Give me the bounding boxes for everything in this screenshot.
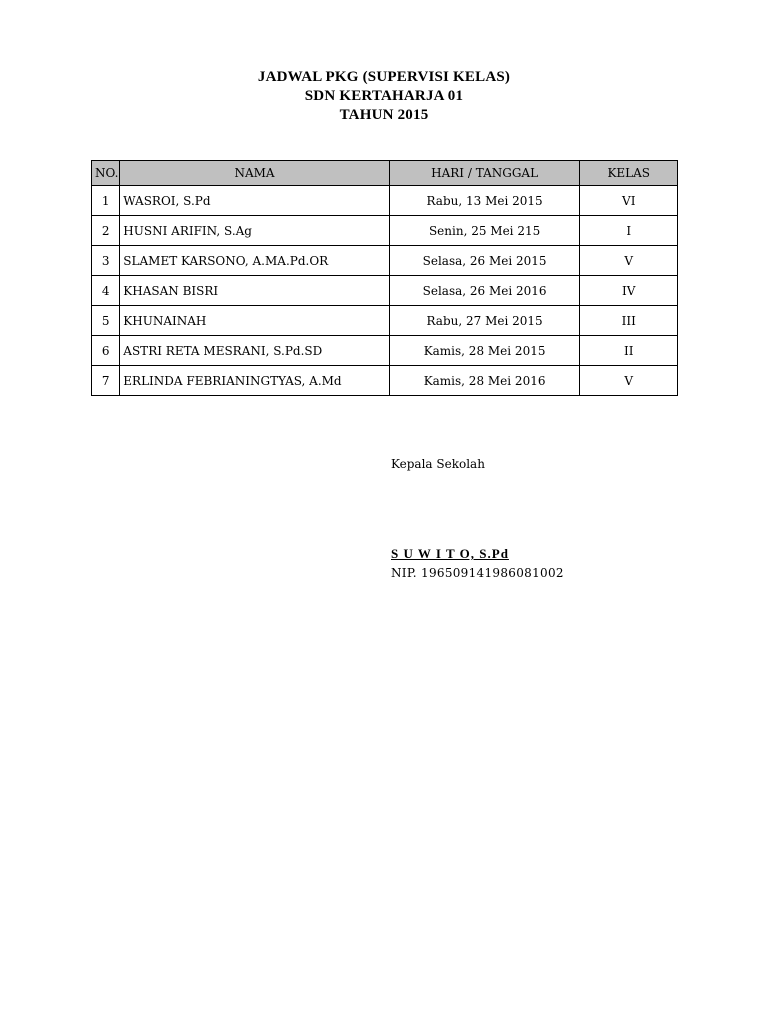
cell-nama: SLAMET KARSONO, A.MA.Pd.OR: [120, 246, 389, 276]
table-row: [92, 216, 678, 246]
cell-no: 3: [92, 246, 120, 276]
cell-hari-tanggal: Selasa, 26 Mei 2015: [389, 246, 580, 276]
cell-hari-tanggal: Kamis, 28 Mei 2015: [389, 336, 580, 366]
cell-hari-tanggal: Rabu, 27 Mei 2015: [389, 306, 580, 336]
cell-nama: WASROI, S.Pd: [120, 186, 389, 216]
column-header-nama: NAMA: [120, 161, 389, 186]
cell-hari-tanggal: Senin, 25 Mei 215: [389, 216, 580, 246]
column-header-hari-tanggal: HARI / TANGGAL: [389, 161, 580, 186]
cell-nama: KHUNAINAH: [120, 306, 389, 336]
cell-kelas: II: [580, 336, 678, 366]
signature-name: S U W I T O, S.Pd: [391, 546, 509, 561]
title-line-2: SDN KERTAHARJA 01: [304, 88, 464, 104]
cell-no: 5: [92, 306, 120, 336]
column-header-kelas: KELAS: [580, 161, 678, 186]
schedule-table: [91, 160, 678, 396]
cell-no: 4: [92, 276, 120, 306]
table-row: [92, 186, 678, 216]
header-row: [92, 161, 678, 186]
document-title: [0, 68, 768, 125]
table-header: [92, 161, 678, 186]
cell-no: 1: [92, 186, 120, 216]
title-line-1: JADWAL PKG (SUPERVISI KELAS): [257, 69, 511, 85]
cell-nama: HUSNI ARIFIN, S.Ag: [120, 216, 389, 246]
signature-nip: NIP. 196509141986081002: [391, 566, 564, 580]
title-line-3: TAHUN 2015: [339, 107, 429, 123]
table-row: [92, 246, 678, 276]
cell-nama: ASTRI RETA MESRANI, S.Pd.SD: [120, 336, 389, 366]
cell-nama: KHASAN BISRI: [120, 276, 389, 306]
cell-nama: ERLINDA FEBRIANINGTYAS, A.Md: [120, 366, 389, 396]
cell-hari-tanggal: Rabu, 13 Mei 2015: [389, 186, 580, 216]
cell-no: 6: [92, 336, 120, 366]
cell-kelas: IV: [580, 276, 678, 306]
cell-kelas: I: [580, 216, 678, 246]
cell-kelas: V: [580, 366, 678, 396]
table-row: [92, 306, 678, 336]
table-body: [92, 186, 678, 396]
column-header-no: NO.: [92, 161, 120, 186]
cell-kelas: V: [580, 246, 678, 276]
table-row: [92, 276, 678, 306]
cell-hari-tanggal: Selasa, 26 Mei 2016: [389, 276, 580, 306]
table-row: [92, 366, 678, 396]
cell-kelas: III: [580, 306, 678, 336]
signature-title: Kepala Sekolah: [391, 457, 485, 471]
table-row: [92, 336, 678, 366]
cell-hari-tanggal: Kamis, 28 Mei 2016: [389, 366, 580, 396]
cell-kelas: VI: [580, 186, 678, 216]
cell-no: 2: [92, 216, 120, 246]
cell-no: 7: [92, 366, 120, 396]
